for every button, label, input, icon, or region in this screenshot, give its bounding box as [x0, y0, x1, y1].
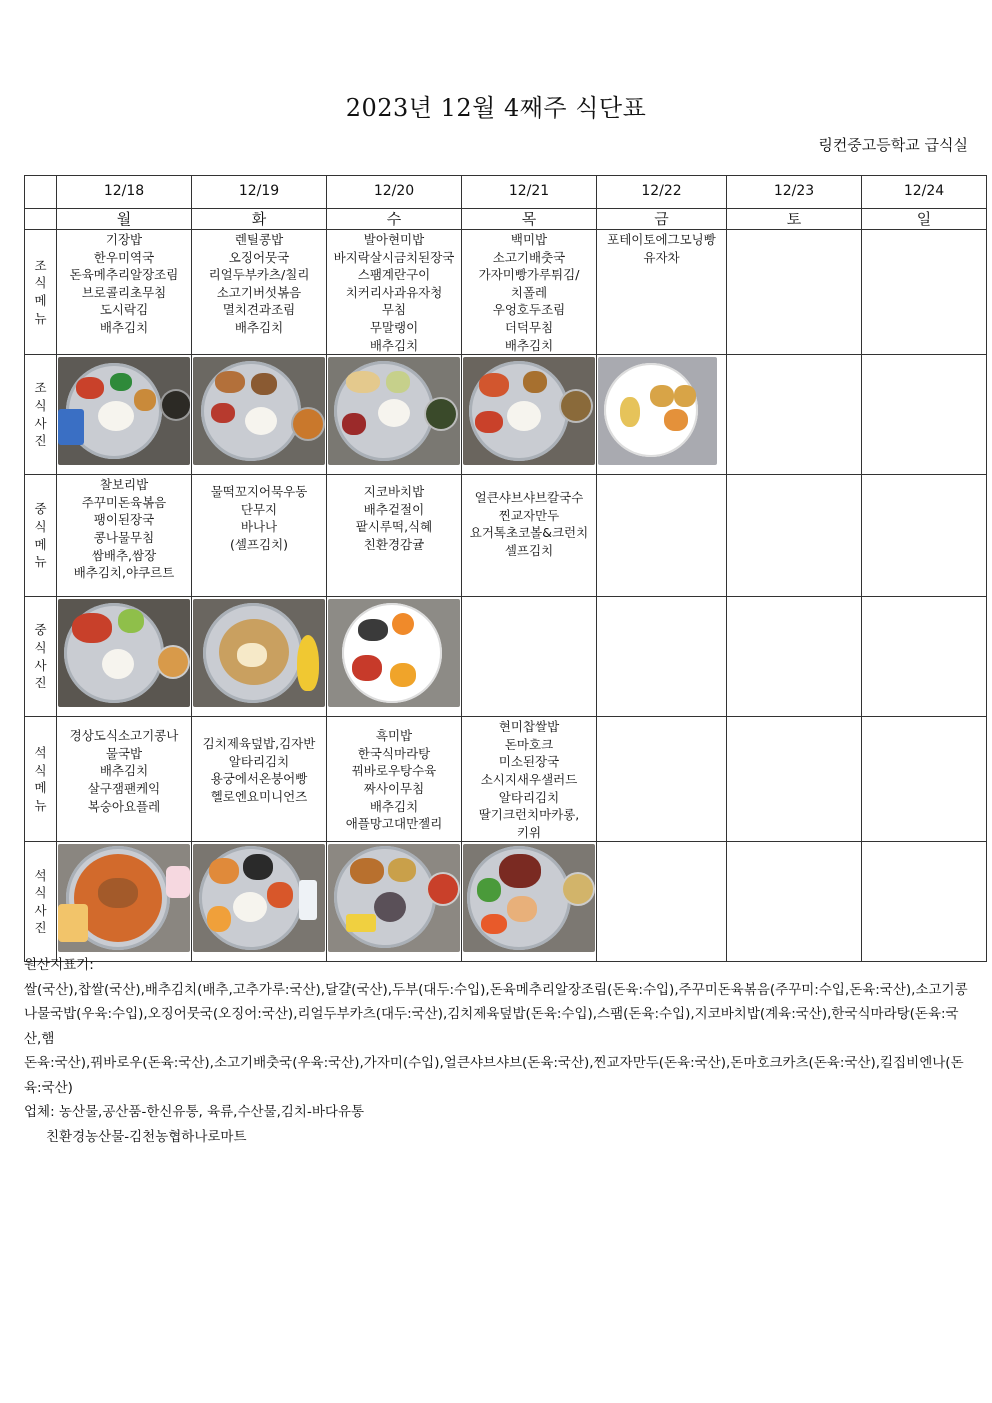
breakfast-photo	[58, 357, 190, 465]
menu-item: 찰보리밥	[99, 477, 149, 493]
menu-item: 치폴레	[510, 284, 548, 300]
photo-cell	[462, 597, 597, 717]
menu-cell	[862, 717, 987, 842]
origin-text: 쌀(국산),찹쌀(국산),배추김치(배추,고추가루:국산),달걀(국산),두부(대두:수입),돈육메추리알장조림(돈육:수입),주꾸미돈육볶음(주꾸미:수입,돈육:국산),소고기콩나물국밥(우육:수입),오징어뭇국(오징어:국산),리얼두부카츠(대두:국산),김치제육덮밥(돈육:수입),스팸(돈육:수입),지코바치밥(계육:국산),한국식마라탕(돈육:국산,햄	[24, 981, 968, 1047]
vendor-text: 친환경농산물-김천농협하나로마트	[46, 1128, 247, 1145]
menu-item: 꿔바로우탕수육	[351, 763, 437, 779]
menu-item: 멸치견과조림	[222, 302, 296, 318]
breakfast-menu-row	[25, 230, 987, 355]
dinner-photo-row	[25, 842, 987, 962]
menu-item: 포테이토에그모닝빵	[607, 232, 716, 247]
photo-cell	[327, 842, 462, 962]
menu-item: (셀프김치)	[229, 536, 289, 552]
menu-item: 배추김치	[369, 798, 419, 814]
menu-cell	[57, 475, 192, 597]
weekday-cell: 토	[727, 209, 862, 230]
menu-item: 물국밥	[105, 745, 143, 761]
row-label: 중 식 사 진	[25, 597, 57, 717]
row-label: 조 식 메 뉴	[25, 230, 57, 355]
menu-item: 배추김치	[99, 763, 149, 779]
menu-item: 복숭아요플레	[87, 798, 161, 814]
menu-item: 치커리사과유자청	[345, 284, 443, 300]
weekday-cell: 금	[597, 209, 727, 230]
weekday-cell: 일	[862, 209, 987, 230]
menu-item: 지코바치밥	[363, 484, 425, 500]
menu-item: 무침	[381, 302, 407, 318]
date-cell: 12/22	[597, 176, 727, 209]
photo-cell	[57, 355, 192, 475]
corner-cell	[25, 209, 57, 230]
menu-item: 친환경감귤	[363, 536, 425, 552]
menu-item: 렌틸콩밥	[234, 232, 284, 247]
menu-cell	[327, 230, 462, 355]
menu-item: 바나나	[240, 519, 278, 535]
row-label: 중 식 메 뉴	[25, 475, 57, 597]
page-title: 2023년 12월 4째주 식단표	[345, 94, 647, 122]
photo-cell	[862, 842, 987, 962]
menu-cell	[597, 717, 727, 842]
menu-item: 배추김치	[504, 337, 554, 353]
lunch-photo	[58, 599, 190, 707]
menu-item: 키위	[516, 824, 542, 840]
photo-cell	[57, 842, 192, 962]
menu-item: 애플망고대만젤리	[345, 816, 443, 832]
menu-cell	[862, 475, 987, 597]
date-cell: 12/24	[862, 176, 987, 209]
menu-item: 김치제육덮밥,김자반	[202, 736, 316, 752]
date-cell: 12/23	[727, 176, 862, 209]
menu-cell	[462, 230, 597, 355]
corner-cell	[25, 176, 57, 209]
menu-cell	[57, 717, 192, 842]
date-cell: 12/19	[192, 176, 327, 209]
menu-item: 소고기배춧국	[492, 249, 566, 265]
menu-item: 콩나물무침	[93, 529, 155, 545]
menu-item: 돈육메추리알장조림	[69, 267, 179, 283]
breakfast-photo-row	[25, 355, 987, 475]
menu-cell	[327, 717, 462, 842]
menu-item: 한국식마라탕	[357, 745, 431, 761]
menu-item: 팥시루떡,식혜	[355, 519, 433, 535]
breakfast-photo	[598, 357, 717, 465]
menu-cell	[327, 475, 462, 597]
menu-item: 스팸계란구이	[357, 267, 431, 283]
menu-cell	[597, 230, 727, 355]
dinner-photo	[58, 844, 190, 952]
lunch-photo-row	[25, 597, 987, 717]
menu-cell	[462, 717, 597, 842]
date-row	[25, 176, 987, 209]
menu-item: 용궁에서온붕어빵	[210, 771, 308, 787]
menu-item: 가자미빵가루튀김/	[478, 267, 580, 283]
weekday-cell: 목	[462, 209, 597, 230]
photo-cell	[57, 597, 192, 717]
photo-cell	[862, 597, 987, 717]
menu-item: 리얼두부카츠/칠리	[208, 267, 310, 283]
menu-item: 물떡꼬지어묵우동	[210, 484, 308, 500]
photo-cell	[727, 842, 862, 962]
date-cell: 12/21	[462, 176, 597, 209]
photo-cell	[597, 355, 727, 475]
dinner-menu-row	[25, 717, 987, 842]
menu-item: 흑미밥	[375, 728, 413, 744]
lunch-photo	[193, 599, 325, 707]
menu-item: 돈마호크	[504, 736, 554, 752]
menu-item: 현미찹쌀밥	[498, 719, 560, 735]
menu-item: 유자차	[643, 249, 680, 265]
menu-item: 단무지	[240, 501, 278, 517]
date-cell: 12/18	[57, 176, 192, 209]
menu-item: 배추김치,야쿠르트	[73, 565, 175, 581]
meal-schedule-table	[24, 175, 987, 962]
row-label: 석 식 사 진	[25, 842, 57, 962]
menu-cell	[462, 475, 597, 597]
date-cell: 12/20	[327, 176, 462, 209]
photo-cell	[597, 842, 727, 962]
menu-cell	[57, 230, 192, 355]
breakfast-photo	[328, 357, 460, 465]
menu-cell	[192, 475, 327, 597]
photo-cell	[192, 355, 327, 475]
menu-item: 요거톡초코볼&크런치	[469, 525, 589, 541]
menu-item: 바지락살시금치된장국	[333, 249, 455, 265]
menu-cell	[597, 475, 727, 597]
menu-cell	[727, 230, 862, 355]
menu-item: 배추김치	[234, 319, 284, 335]
menu-item: 무말랭이	[369, 319, 419, 335]
lunch-photo	[328, 599, 460, 707]
origin-text: 돈육:국산),꿔바로우(돈육:국산),소고기배춧국(우육:국산),가자미(수입),얼큰샤브샤브(돈육:국산),찐교자만두(돈육:국산),돈마호크카츠(돈육:국산),킬집비엔나(돈육:국산)	[24, 1055, 964, 1096]
menu-cell	[862, 230, 987, 355]
menu-cell	[192, 717, 327, 842]
photo-cell	[327, 355, 462, 475]
menu-item: 도시락김	[99, 302, 149, 318]
vendor-text: 업체: 농산물,공산품-한신유통, 육류,수산물,김치-바다유통	[24, 1104, 364, 1120]
menu-item: 주꾸미돈육볶음	[81, 494, 167, 510]
photo-cell	[862, 355, 987, 475]
origin-notes	[24, 953, 970, 1149]
dinner-photo	[193, 844, 325, 952]
menu-item: 배추김치	[369, 337, 419, 353]
menu-item: 딸기크런치마카롱,	[478, 807, 580, 823]
menu-item: 경상도식소고기콩나	[69, 728, 179, 744]
menu-item: 헬로엔요미니언즈	[210, 788, 308, 804]
weekday-cell: 월	[57, 209, 192, 230]
menu-cell	[727, 475, 862, 597]
photo-cell	[327, 597, 462, 717]
menu-item: 짜사이무침	[363, 780, 425, 796]
breakfast-photo	[463, 357, 595, 465]
menu-item: 배추겉절이	[363, 501, 425, 517]
menu-item: 기장밥	[105, 232, 143, 247]
menu-item: 미소된장국	[498, 754, 560, 770]
menu-cell	[727, 717, 862, 842]
menu-item: 소시지새우샐러드	[480, 771, 578, 787]
photo-cell	[462, 355, 597, 475]
menu-item: 소고기버섯볶음	[216, 284, 302, 300]
origin-header: 원산지표기:	[24, 957, 94, 973]
weekday-cell: 화	[192, 209, 327, 230]
photo-cell	[727, 597, 862, 717]
menu-item: 발아현미밥	[363, 232, 425, 247]
weekday-row	[25, 209, 987, 230]
photo-cell	[597, 597, 727, 717]
dinner-photo	[463, 844, 595, 952]
menu-item: 찐교자만두	[498, 507, 560, 523]
photo-cell	[192, 842, 327, 962]
menu-item: 브로콜리초무침	[81, 284, 167, 300]
weekday-cell: 수	[327, 209, 462, 230]
menu-item: 알타리김치	[228, 753, 290, 769]
menu-item: 우엉호두조림	[492, 302, 566, 318]
school-name: 링컨중고등학교 급식실	[818, 136, 968, 154]
menu-item: 셀프김치	[504, 542, 554, 558]
photo-cell	[192, 597, 327, 717]
menu-item: 한우미역국	[93, 249, 155, 265]
menu-item: 오징어뭇국	[228, 249, 290, 265]
menu-cell	[192, 230, 327, 355]
menu-item: 백미밥	[510, 232, 548, 247]
menu-item: 얼큰샤브샤브칼국수	[474, 490, 584, 506]
menu-item: 팽이된장국	[93, 512, 155, 528]
lunch-menu-row	[25, 475, 987, 597]
menu-item: 배추김치	[99, 319, 149, 335]
row-label: 조 식 사 진	[25, 355, 57, 475]
dinner-photo	[328, 844, 460, 952]
photo-cell	[727, 355, 862, 475]
row-label: 석 식 메 뉴	[25, 717, 57, 842]
menu-item: 알타리김치	[498, 789, 560, 805]
menu-item: 더덕무침	[504, 319, 554, 335]
menu-item: 살구잼팬케익	[87, 780, 161, 796]
menu-item: 쌈배추,쌈장	[91, 547, 157, 563]
photo-cell	[462, 842, 597, 962]
breakfast-photo	[193, 357, 325, 465]
